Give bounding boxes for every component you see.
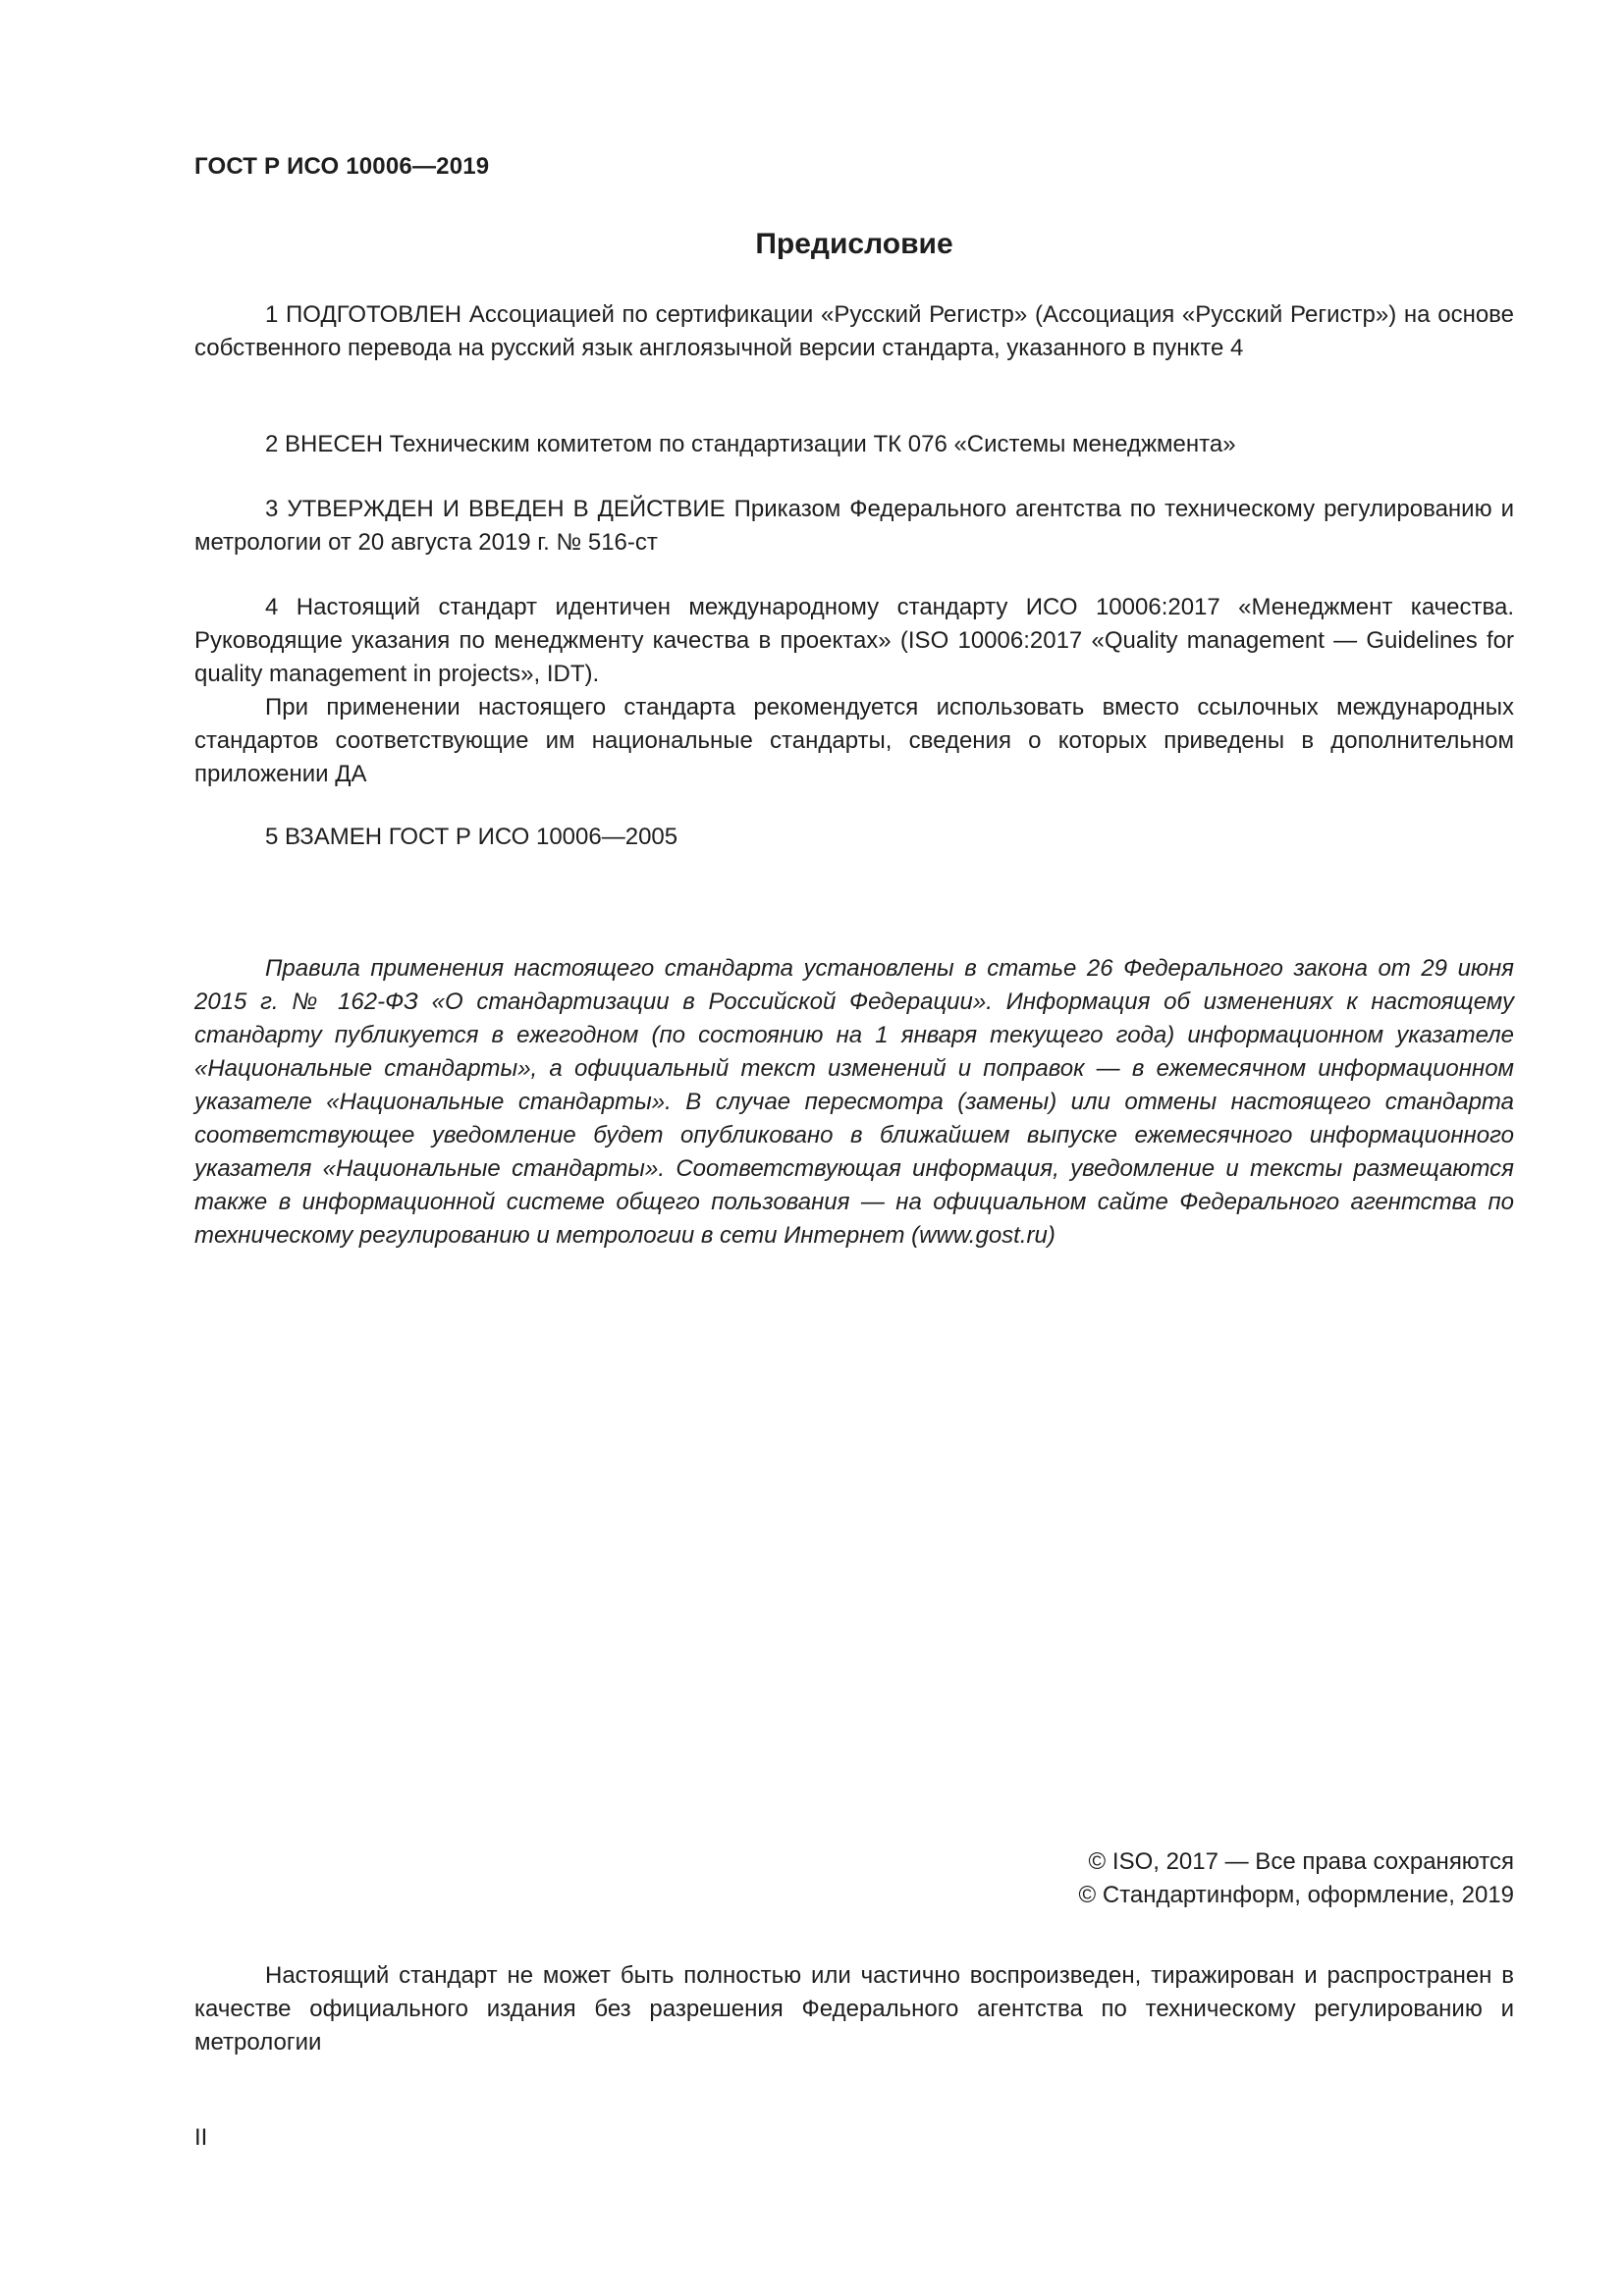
foreword-item-4-note: При применении настоящего стандарта рекомендуется использовать вместо ссылочных международных стандартов соответствующие им национальные стандарты, сведения о которых приведены в дополнительном приложении ДА — [194, 694, 1514, 787]
page-number: II — [194, 2124, 208, 2151]
foreword-item-1: 1 ПОДГОТОВЛЕН Ассоциацией по сертификации «Русский Регистр» (Ассоциация «Русский Регистр») на основе собственного перевода на русский язык англоязычной версии стандарта, указанного в пункте 4 — [194, 301, 1514, 361]
reproduction-note: Настоящий стандарт не может быть полностью или частично воспроизведен, тиражирован и распространен в качестве официального издания без разрешения Федерального агентства по техническому регулированию и метрологии — [194, 1962, 1514, 2056]
page-title: Предисловие — [755, 228, 953, 260]
application-rules-note: Правила применения настоящего стандарта установлены в статье 26 Федерального закона от 29 июня 2015 г. № 162-ФЗ «О стандартизации в Российской Федерации». Информация об изменениях к настоящему стандарту публикуется в ежегодном (по состоянию на 1 января текущего года) информационном указателе «Национальные стандарты», а официальный текст изменений и поправок — в ежемесячном информационном указателе «Национальные стандарты». В случае пересмотра (замены) или отмены настоящего стандарта соответствующее уведомление будет опубликовано в ближайшем выпуске ежемесячного информационного указателя «Национальные стандарты». Соответствующая информация, уведомление и тексты размещаются также в информационной системе общего пользования — на официальном сайте Федерального агентства по техническому регулированию и метрологии в сети Интернет (www.gost.ru) — [194, 955, 1514, 1249]
document-header: ГОСТ Р ИСО 10006—2019 — [194, 153, 490, 180]
copyright-iso: © ISO, 2017 — Все права сохраняются — [1088, 1848, 1514, 1875]
foreword-item-5: 5 ВЗАМЕН ГОСТ Р ИСО 10006—2005 — [265, 824, 678, 850]
foreword-item-2: 2 ВНЕСЕН Техническим комитетом по стандартизации ТК 076 «Системы менеджмента» — [265, 431, 1236, 457]
foreword-item-3: 3 УТВЕРЖДЕН И ВВЕДЕН В ДЕЙСТВИЕ Приказом Федерального агентства по техническому регулированию и метрологии от 20 августа 2019 г. № 516-ст — [194, 496, 1514, 556]
document-page — [194, 0, 1514, 2296]
copyright-standartinform: © Стандартинформ, оформление, 2019 — [1078, 1882, 1514, 1908]
foreword-item-4: 4 Настоящий стандарт идентичен международному стандарту ИСО 10006:2017 «Менеджмент качества. Руководящие указания по менеджменту качества в проектах» (ISO 10006:2017 «Quality management — Guidelines for quality management in projects», IDT). — [194, 594, 1514, 687]
